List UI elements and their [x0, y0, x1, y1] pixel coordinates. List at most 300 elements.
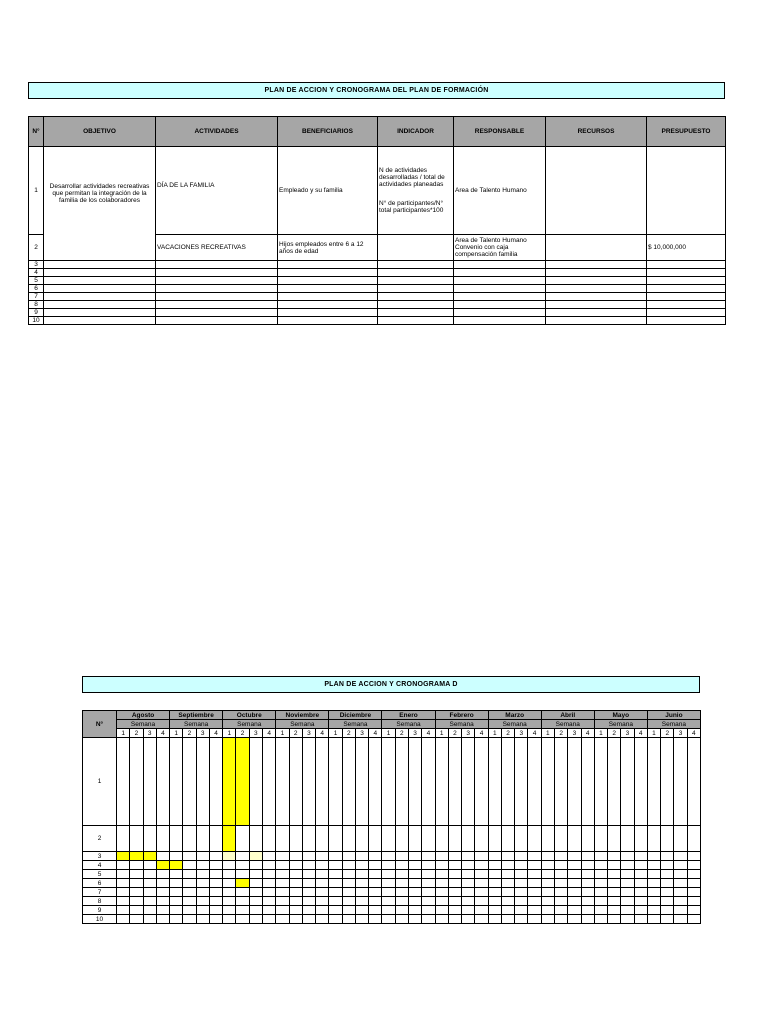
empty-cell	[454, 261, 546, 269]
row2-presupuesto: $ 10,000,000	[647, 235, 726, 261]
week-cell	[475, 852, 488, 861]
week-cell	[448, 861, 461, 870]
week-cell	[170, 888, 183, 897]
week-cell	[329, 888, 342, 897]
week-cell	[422, 852, 435, 861]
week-cell	[276, 897, 289, 906]
week-cell	[501, 906, 514, 915]
empty-cell	[454, 277, 546, 285]
empty-cell	[546, 269, 647, 277]
week-number: 1	[594, 729, 607, 738]
week-cell	[515, 906, 528, 915]
empty-cell	[44, 309, 156, 317]
week-cell	[130, 738, 143, 826]
week-cell	[117, 738, 130, 826]
week-number: 4	[581, 729, 594, 738]
crono-row-num: 1	[83, 738, 117, 826]
month-header: Abril	[541, 711, 594, 720]
week-cell	[541, 852, 554, 861]
week-cell	[608, 879, 621, 888]
week-cell	[196, 879, 209, 888]
week-cell	[316, 897, 329, 906]
week-cell	[316, 826, 329, 852]
week-cell	[594, 826, 607, 852]
week-cell	[568, 915, 581, 924]
week-cell	[501, 738, 514, 826]
week-cell	[289, 879, 302, 888]
week-cell	[674, 906, 687, 915]
week-cell	[276, 861, 289, 870]
week-cell	[223, 897, 236, 906]
semana-label: Semana	[594, 720, 647, 729]
header-responsable: RESPONSABLE	[454, 117, 546, 147]
row1-objetivo: Desarrollar actividades recreativas que permitan la integración de la familia de los colaboradores	[44, 147, 156, 261]
empty-row-num: 5	[29, 277, 44, 285]
week-cell	[634, 888, 647, 897]
week-cell	[687, 861, 700, 870]
week-cell	[130, 861, 143, 870]
empty-cell	[647, 261, 726, 269]
week-cell	[342, 906, 355, 915]
week-cell	[555, 888, 568, 897]
week-cell	[395, 852, 408, 861]
week-cell	[488, 738, 501, 826]
week-cell	[382, 915, 395, 924]
week-cell	[687, 915, 700, 924]
week-cell	[488, 897, 501, 906]
week-cell	[355, 897, 368, 906]
week-cell	[568, 879, 581, 888]
week-number: 4	[475, 729, 488, 738]
empty-cell	[647, 293, 726, 301]
week-cell	[555, 861, 568, 870]
week-cell	[302, 906, 315, 915]
week-cell	[170, 906, 183, 915]
week-cell	[647, 915, 660, 924]
week-cell	[448, 852, 461, 861]
week-number: 2	[501, 729, 514, 738]
week-cell	[501, 888, 514, 897]
week-cell	[249, 915, 262, 924]
empty-row-num: 4	[29, 269, 44, 277]
week-cell	[515, 826, 528, 852]
week-cell	[528, 906, 541, 915]
empty-cell	[156, 301, 278, 309]
week-number: 2	[130, 729, 143, 738]
week-cell	[674, 879, 687, 888]
week-cell	[156, 888, 169, 897]
week-cell	[687, 738, 700, 826]
week-cell	[329, 852, 342, 861]
week-cell	[674, 861, 687, 870]
crono-row	[83, 870, 701, 879]
week-cell	[395, 915, 408, 924]
week-cell	[475, 870, 488, 879]
week-cell	[262, 852, 275, 861]
week-cell	[329, 861, 342, 870]
week-cell	[568, 870, 581, 879]
week-cell	[408, 870, 421, 879]
week-cell	[555, 738, 568, 826]
week-cell	[130, 915, 143, 924]
week-cell	[236, 906, 249, 915]
semana-label: Semana	[488, 720, 541, 729]
week-cell	[541, 915, 554, 924]
empty-cell	[156, 317, 278, 325]
week-cell	[555, 906, 568, 915]
week-cell	[369, 915, 382, 924]
week-cell	[302, 861, 315, 870]
week-cell	[342, 879, 355, 888]
week-cell	[262, 906, 275, 915]
empty-cell	[278, 301, 378, 309]
row2-recursos	[546, 235, 647, 261]
week-cell	[209, 906, 222, 915]
week-cell	[183, 826, 196, 852]
week-cell	[130, 906, 143, 915]
week-cell	[236, 888, 249, 897]
week-cell	[276, 870, 289, 879]
plan-table	[28, 116, 726, 325]
week-cell	[608, 888, 621, 897]
week-cell	[661, 906, 674, 915]
scheduled-week-cell	[236, 879, 249, 888]
week-cell	[581, 897, 594, 906]
plan-empty-row	[29, 269, 726, 277]
week-cell	[674, 888, 687, 897]
week-cell	[462, 906, 475, 915]
scheduled-week-cell	[156, 861, 169, 870]
week-number: 3	[196, 729, 209, 738]
week-cell	[594, 738, 607, 826]
week-cell	[621, 879, 634, 888]
week-cell	[262, 879, 275, 888]
week-cell	[541, 870, 554, 879]
week-cell	[369, 897, 382, 906]
week-cell	[621, 852, 634, 861]
week-cell	[130, 897, 143, 906]
week-cell	[249, 897, 262, 906]
week-number: 3	[621, 729, 634, 738]
empty-cell	[454, 285, 546, 293]
week-cell	[488, 826, 501, 852]
week-cell	[515, 915, 528, 924]
week-cell	[276, 738, 289, 826]
week-cell	[395, 861, 408, 870]
week-cell	[462, 888, 475, 897]
week-cell	[262, 826, 275, 852]
crono-week-row	[83, 729, 701, 738]
week-cell	[435, 897, 448, 906]
week-cell	[183, 888, 196, 897]
week-cell	[170, 897, 183, 906]
week-cell	[634, 738, 647, 826]
empty-cell	[546, 317, 647, 325]
week-cell	[608, 906, 621, 915]
week-cell	[515, 879, 528, 888]
week-cell	[342, 897, 355, 906]
plan-empty-row	[29, 285, 726, 293]
week-number: 2	[183, 729, 196, 738]
week-number: 1	[647, 729, 660, 738]
week-cell	[369, 870, 382, 879]
week-cell	[581, 915, 594, 924]
plan-empty-row	[29, 261, 726, 269]
week-number: 1	[329, 729, 342, 738]
plan-empty-row	[29, 317, 726, 325]
header-presupuesto: PRESUPUESTO	[647, 117, 726, 147]
week-cell	[475, 879, 488, 888]
week-cell	[408, 915, 421, 924]
week-cell	[475, 888, 488, 897]
week-cell	[289, 906, 302, 915]
week-cell	[528, 861, 541, 870]
week-cell	[568, 738, 581, 826]
week-cell	[130, 879, 143, 888]
week-cell	[156, 915, 169, 924]
empty-cell	[378, 317, 454, 325]
semana-label: Semana	[647, 720, 700, 729]
week-cell	[408, 738, 421, 826]
week-cell	[674, 870, 687, 879]
week-cell	[608, 897, 621, 906]
week-cell	[355, 861, 368, 870]
week-cell	[661, 888, 674, 897]
week-cell	[581, 826, 594, 852]
week-cell	[276, 826, 289, 852]
week-cell	[369, 738, 382, 826]
empty-row-num: 6	[29, 285, 44, 293]
week-cell	[687, 906, 700, 915]
week-cell	[355, 870, 368, 879]
week-cell	[223, 906, 236, 915]
week-cell	[621, 897, 634, 906]
row2-beneficiarios: Hijos empleados entre 6 a 12 años de edad	[278, 235, 378, 261]
week-cell	[661, 826, 674, 852]
empty-cell	[378, 261, 454, 269]
week-cell	[634, 861, 647, 870]
week-cell	[156, 870, 169, 879]
week-cell	[209, 888, 222, 897]
week-cell	[316, 915, 329, 924]
crono-title: PLAN DE ACCION Y CRONOGRAMA D	[324, 681, 458, 688]
week-cell	[289, 738, 302, 826]
week-cell	[475, 861, 488, 870]
week-cell	[501, 879, 514, 888]
week-cell	[262, 915, 275, 924]
week-cell	[355, 906, 368, 915]
week-cell	[196, 897, 209, 906]
week-cell	[382, 738, 395, 826]
week-cell	[581, 906, 594, 915]
crono-row	[83, 852, 701, 861]
week-cell	[515, 888, 528, 897]
semana-label: Semana	[117, 720, 170, 729]
week-cell	[302, 915, 315, 924]
week-cell	[408, 879, 421, 888]
empty-cell	[378, 277, 454, 285]
week-cell	[435, 906, 448, 915]
crono-num-header: N°	[83, 711, 117, 738]
week-cell	[647, 897, 660, 906]
week-cell	[355, 888, 368, 897]
empty-cell	[278, 293, 378, 301]
empty-cell	[44, 269, 156, 277]
week-cell	[621, 738, 634, 826]
crono-row-num: 8	[83, 897, 117, 906]
week-cell	[289, 915, 302, 924]
week-cell	[276, 852, 289, 861]
week-cell	[276, 888, 289, 897]
row2-responsable: Area de Talento Humano Convenio con caja compensación familia	[454, 235, 546, 261]
week-cell	[316, 879, 329, 888]
week-number: 4	[528, 729, 541, 738]
week-cell	[647, 870, 660, 879]
week-cell	[249, 870, 262, 879]
week-cell	[608, 826, 621, 852]
week-cell	[475, 738, 488, 826]
semana-label: Semana	[329, 720, 382, 729]
week-cell	[488, 861, 501, 870]
month-header: Marzo	[488, 711, 541, 720]
semana-label: Semana	[541, 720, 594, 729]
week-cell	[249, 738, 262, 826]
week-cell	[488, 915, 501, 924]
week-cell	[382, 861, 395, 870]
empty-cell	[647, 317, 726, 325]
crono-row	[83, 915, 701, 924]
empty-cell	[156, 261, 278, 269]
week-cell	[209, 879, 222, 888]
empty-cell	[546, 301, 647, 309]
week-cell	[501, 870, 514, 879]
week-cell	[674, 738, 687, 826]
week-cell	[302, 852, 315, 861]
week-number: 1	[435, 729, 448, 738]
week-cell	[541, 906, 554, 915]
week-cell	[462, 915, 475, 924]
empty-cell	[378, 269, 454, 277]
empty-cell	[44, 293, 156, 301]
empty-cell	[378, 285, 454, 293]
week-cell	[608, 852, 621, 861]
week-cell	[674, 852, 687, 861]
week-cell	[661, 870, 674, 879]
empty-cell	[278, 309, 378, 317]
week-cell	[581, 738, 594, 826]
week-cell	[329, 915, 342, 924]
week-cell	[621, 888, 634, 897]
month-header: Septiembre	[170, 711, 223, 720]
week-cell	[143, 897, 156, 906]
week-cell	[342, 915, 355, 924]
row1-actividad: DÍA DE LA FAMILIA	[156, 147, 278, 235]
week-cell	[621, 861, 634, 870]
week-cell	[395, 738, 408, 826]
week-number: 1	[382, 729, 395, 738]
week-cell	[369, 906, 382, 915]
semana-label: Semana	[223, 720, 276, 729]
empty-cell	[454, 293, 546, 301]
crono-row-num: 9	[83, 906, 117, 915]
semana-label: Semana	[170, 720, 223, 729]
plan-empty-row	[29, 293, 726, 301]
week-cell	[581, 879, 594, 888]
week-cell	[674, 826, 687, 852]
row1-num: 1	[29, 147, 44, 235]
crono-row	[83, 738, 701, 826]
crono-row	[83, 897, 701, 906]
crono-row-num: 4	[83, 861, 117, 870]
plan-title: PLAN DE ACCION Y CRONOGRAMA DEL PLAN DE FORMACIÓN	[264, 87, 489, 94]
week-cell	[196, 915, 209, 924]
week-cell	[342, 852, 355, 861]
week-cell	[342, 861, 355, 870]
week-cell	[302, 870, 315, 879]
week-cell	[117, 915, 130, 924]
week-cell	[170, 915, 183, 924]
week-cell	[249, 888, 262, 897]
week-cell	[408, 861, 421, 870]
empty-cell	[44, 277, 156, 285]
week-cell	[422, 915, 435, 924]
empty-cell	[647, 309, 726, 317]
week-cell	[661, 852, 674, 861]
week-cell	[435, 915, 448, 924]
week-number: 3	[302, 729, 315, 738]
week-cell	[501, 826, 514, 852]
week-cell	[236, 861, 249, 870]
week-number: 3	[462, 729, 475, 738]
empty-cell	[454, 301, 546, 309]
week-cell	[661, 915, 674, 924]
empty-cell	[156, 269, 278, 277]
week-cell	[183, 870, 196, 879]
week-cell	[117, 861, 130, 870]
week-cell	[634, 897, 647, 906]
week-number: 2	[342, 729, 355, 738]
week-cell	[183, 897, 196, 906]
week-cell	[462, 870, 475, 879]
week-cell	[435, 888, 448, 897]
empty-row-num: 7	[29, 293, 44, 301]
week-cell	[621, 906, 634, 915]
week-cell	[223, 870, 236, 879]
week-cell	[594, 888, 607, 897]
week-cell	[143, 888, 156, 897]
week-cell	[209, 915, 222, 924]
crono-month-row	[83, 711, 701, 720]
empty-cell	[278, 285, 378, 293]
week-cell	[355, 826, 368, 852]
week-cell	[156, 906, 169, 915]
week-cell	[262, 738, 275, 826]
week-cell	[223, 861, 236, 870]
week-cell	[289, 852, 302, 861]
crono-row	[83, 879, 701, 888]
week-cell	[170, 852, 183, 861]
week-cell	[143, 870, 156, 879]
week-cell	[515, 897, 528, 906]
week-number: 3	[355, 729, 368, 738]
plan-empty-row	[29, 301, 726, 309]
week-cell	[568, 888, 581, 897]
week-cell	[196, 870, 209, 879]
week-cell	[143, 861, 156, 870]
week-cell	[369, 879, 382, 888]
empty-cell	[647, 285, 726, 293]
week-cell	[541, 861, 554, 870]
